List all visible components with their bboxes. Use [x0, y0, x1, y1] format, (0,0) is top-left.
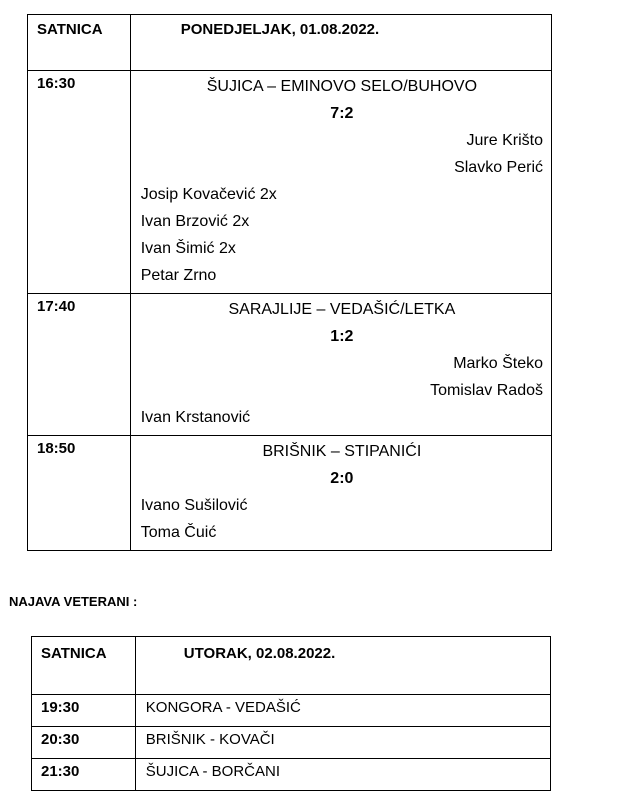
match-teams: BRIŠNIK – STIPANIĆI — [262, 443, 422, 460]
match-time: 18:50 — [28, 436, 131, 551]
home-scorer: Ivan Brzović 2x — [140, 213, 250, 230]
match-row — [28, 436, 552, 551]
schedule-table — [27, 14, 552, 551]
away-scorer: Marko Šteko — [453, 355, 543, 372]
match-details — [130, 436, 551, 551]
match-row — [28, 294, 552, 436]
match-time: 16:30 — [28, 71, 131, 294]
match-details — [130, 71, 551, 294]
veterans-section-title: NAJAVA VETERANI : — [9, 594, 138, 609]
schedule-header-row — [28, 15, 552, 71]
game-row — [32, 695, 551, 727]
game-time: 19:30 — [32, 695, 136, 727]
game-time: 21:30 — [32, 759, 136, 791]
away-scorer: Slavko Perić — [454, 159, 543, 176]
veterans-header-row — [32, 637, 551, 695]
game-time: 20:30 — [32, 727, 136, 759]
game-row — [32, 727, 551, 759]
home-scorer: Ivan Krstanović — [140, 409, 251, 426]
away-scorer: Tomislav Radoš — [430, 382, 543, 399]
home-scorer: Josip Kovačević 2x — [140, 186, 277, 203]
away-scorer: Jure Krišto — [466, 132, 543, 149]
home-scorer: Toma Čuić — [140, 524, 217, 541]
game-teams: BRIŠNIK - KOVAČI — [135, 727, 550, 759]
date-title: UTORAK, 02.08.2022. — [135, 637, 550, 695]
home-scorer: Ivan Šimić 2x — [140, 240, 236, 257]
game-row — [32, 759, 551, 791]
game-teams: ŠUJICA - BORČANI — [135, 759, 550, 791]
match-teams: ŠUJICA – EMINOVO SELO/BUHOVO — [206, 78, 478, 95]
match-score: 2:0 — [330, 470, 354, 487]
match-score: 1:2 — [330, 328, 354, 345]
home-scorer: Petar Zrno — [140, 267, 217, 284]
game-teams: KONGORA - VEDAŠIĆ — [135, 695, 550, 727]
home-scorer: Ivano Sušilović — [140, 497, 248, 514]
header-label: SATNICA — [28, 15, 131, 71]
date-title: PONEDJELJAK, 01.08.2022. — [130, 15, 551, 71]
header-label: SATNICA — [32, 637, 136, 695]
match-details — [130, 294, 551, 436]
match-score: 7:2 — [330, 105, 354, 122]
match-teams: SARAJLIJE – VEDAŠIĆ/LETKA — [228, 301, 456, 318]
veterans-table — [31, 636, 551, 791]
match-row — [28, 71, 552, 294]
match-time: 17:40 — [28, 294, 131, 436]
